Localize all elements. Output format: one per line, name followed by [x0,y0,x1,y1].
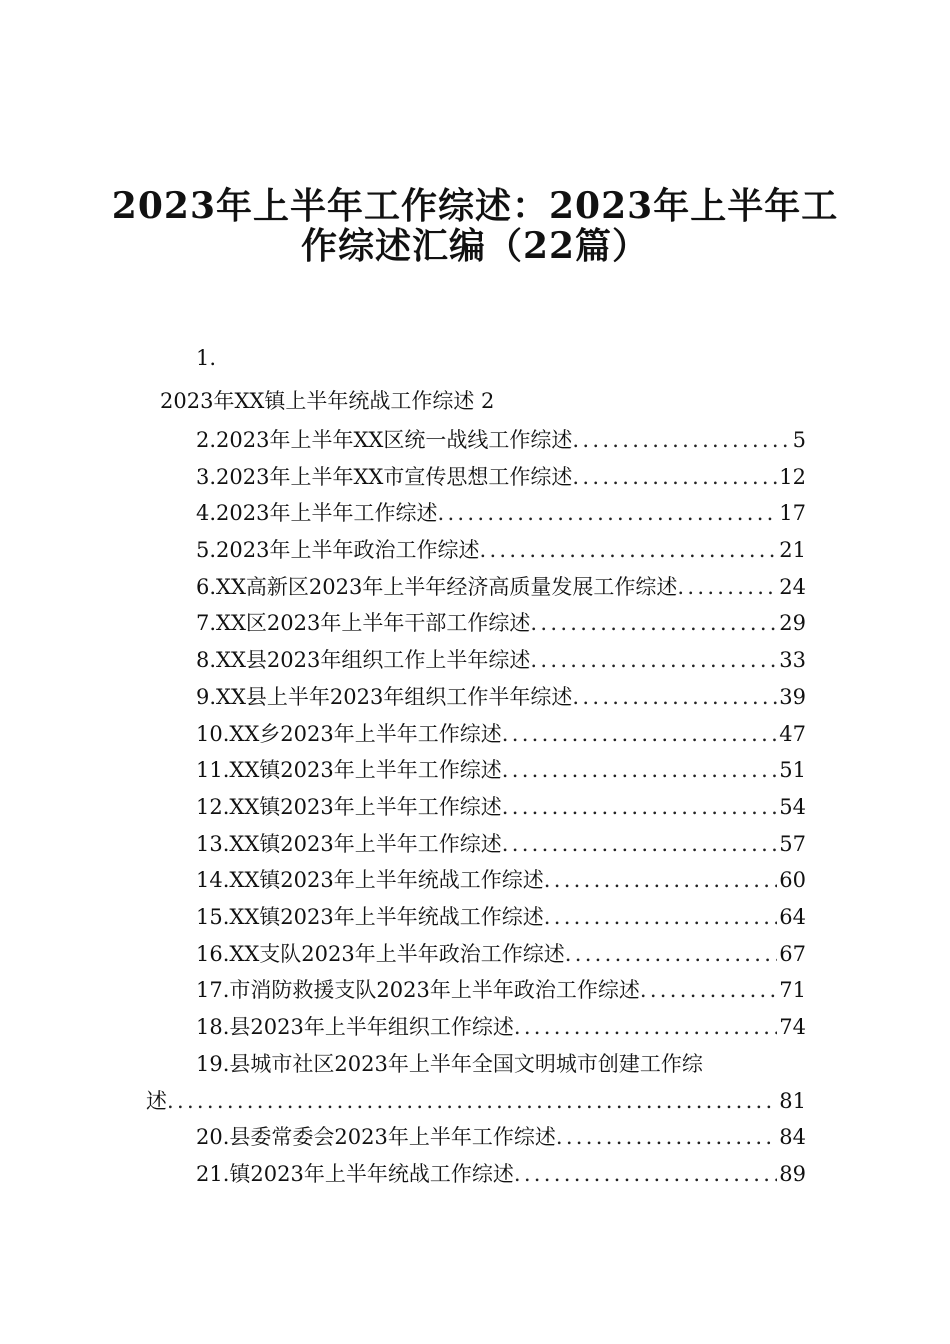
toc-entry-label: 2.2023年上半年XX区统一战线工作综述 [196,428,573,452]
toc-leader-dots [502,758,778,782]
toc-entry-page: 21 [779,538,806,563]
toc-entry[interactable] [196,681,806,718]
toc-entry[interactable] [196,754,806,791]
toc-entry-label: 16.XX支队2023年上半年政治工作综述 [196,941,565,966]
toc-entry-page: 67 [779,941,806,966]
toc-leader-dots [479,538,777,562]
toc-entry-page: 60 [779,868,806,893]
toc-entry-label: 15.XX镇2023年上半年统战工作综述 [196,904,544,929]
toc-entry[interactable] [196,938,806,975]
toc-entry-label: 21.镇2023年上半年统战工作综述 [196,1162,514,1187]
toc-entry-1-number: 1. [196,346,217,370]
toc-entry[interactable] [196,534,806,571]
toc-leader-dots [572,465,777,489]
toc-leader-dots [556,1125,777,1149]
toc-entry-1[interactable] [160,385,494,415]
toc-entry[interactable] [196,828,806,865]
toc-leader-dots [530,648,777,672]
toc-leader-dots [502,795,778,819]
toc-entry-label: 11.XX镇2023年上半年工作综述 [196,758,502,783]
toc-entry-page: 24 [779,574,806,599]
toc-leader-dots [514,1015,777,1039]
toc-entry[interactable] [196,901,806,938]
toc-entry-page: 33 [779,648,806,673]
toc-entry-label: 6.XX高新区2023年上半年经济高质量发展工作综述 [196,574,678,599]
document-title-line-1: 2023年上半年工作综述：2023年上半年工 [111,185,839,227]
toc-entry-page: 81 [779,1088,806,1113]
toc-leader-dots [572,428,790,452]
toc-entry-label: 10.XX乡2023年上半年工作综述 [196,721,502,746]
toc-entry[interactable] [196,1121,806,1158]
toc-entry[interactable] [196,791,806,828]
toc-leader-dots [640,978,777,1002]
toc-entry-label: 7.XX区2023年上半年干部工作综述 [196,611,531,636]
toc-entry-page: 71 [779,978,806,1003]
toc-entry-label: 5.2023年上半年政治工作综述 [196,538,480,563]
toc-leader-dots [565,942,778,966]
toc-entry-page: 54 [779,794,806,819]
toc-entry-label: 20.县委常委会2023年上半年工作综述 [196,1125,556,1150]
toc-entry[interactable] [196,607,806,644]
toc-entry-label: 13.XX镇2023年上半年工作综述 [196,831,502,856]
toc-entry-page: 89 [779,1162,806,1187]
toc-leader-dots [530,611,777,635]
toc-leader-dots [572,685,777,709]
toc-entry[interactable] [196,571,806,608]
toc-entry-label: 3.2023年上半年XX市宣传思想工作综述 [196,464,573,489]
toc-entry-1-page: 2 [481,389,495,413]
toc-entry-page: 57 [779,831,806,856]
document-title-line-2: 作综述汇编（22篇） [300,225,650,267]
toc-entry[interactable] [196,718,806,755]
toc-entry-page: 84 [779,1125,806,1150]
toc-entry-19-line-1[interactable]: 19.县城市社区2023年上半年全国文明城市创建工作综 [196,1051,703,1076]
toc-entry-label: 4.2023年上半年工作综述 [196,501,438,526]
toc-entry-page: 74 [779,1015,806,1039]
toc-entry[interactable] [196,974,806,1011]
toc-entry-label: 8.XX县2023年组织工作上半年综述 [196,648,531,673]
toc-leader-dots [514,1162,777,1186]
toc-entry[interactable] [196,497,806,534]
toc-entry[interactable] [196,644,806,681]
toc-entry-label: 17.市消防救援支队2023年上半年政治工作综述 [196,978,640,1003]
toc-leader-dots [502,832,778,856]
toc-leader-dots [544,868,778,892]
toc-entry-page: 51 [779,758,806,783]
toc-entry-page: 5 [792,428,806,452]
table-of-contents [146,424,806,1195]
toc-leader-dots [437,501,777,525]
toc-entry-1-label: 2023年XX镇上半年统战工作综述 [160,389,475,413]
toc-entry[interactable] [196,1011,806,1048]
toc-entry-page: 17 [779,501,806,526]
toc-leader-dots [167,1089,777,1113]
toc-leader-dots [502,722,778,746]
toc-leader-dots [544,905,778,929]
toc-entry-page: 64 [779,904,806,929]
toc-entry[interactable] [196,424,806,461]
toc-entry-19-line-2[interactable] [146,1085,806,1122]
toc-entry-page: 47 [779,721,806,746]
toc-leader-dots [677,575,777,599]
toc-entry-page: 29 [779,611,806,636]
toc-entry[interactable] [196,1158,806,1195]
toc-entry-label: 14.XX镇2023年上半年统战工作综述 [196,868,544,893]
toc-entry[interactable] [196,461,806,498]
toc-entry-page: 12 [779,464,806,489]
toc-entry-label: 9.XX县上半年2023年组织工作半年综述 [196,684,573,709]
toc-entry-page: 39 [779,684,806,709]
toc-entry-label: 述 [146,1088,167,1113]
toc-entry[interactable] [196,864,806,901]
toc-entry-label: 12.XX镇2023年上半年工作综述 [196,794,502,819]
toc-entry-label: 18.县2023年上半年组织工作综述 [196,1015,514,1039]
